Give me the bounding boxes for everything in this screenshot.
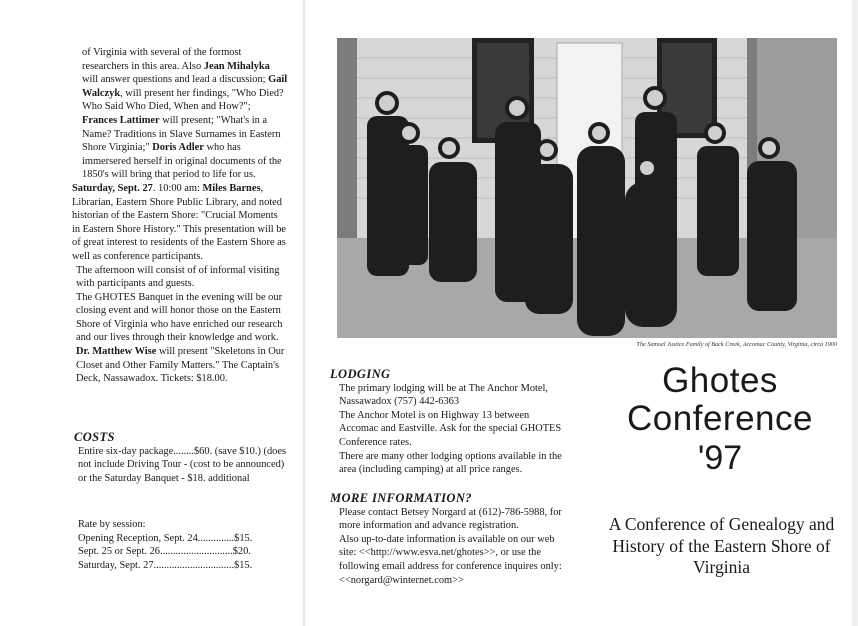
more-info-heading: MORE INFORMATION?: [330, 491, 472, 505]
more-info-section: [330, 492, 570, 587]
costs-heading: COSTS: [74, 430, 115, 444]
saturday-date: Saturday, Sept. 27: [72, 182, 153, 194]
rates-section: [78, 518, 278, 572]
speaker-name: Jean Mihalyka: [203, 60, 270, 72]
speaker-name: Gail Walczyk: [82, 74, 288, 99]
afternoon-paragraph: The afternoon will consist of of informal visiting with participants and guests.: [76, 264, 280, 290]
photo-caption: The Samuel Justice Family of Back Creek, Accomac County, Virginia, circa 1900: [636, 341, 837, 348]
rate-item: Saturday, Sept. 27...............................$15.: [78, 559, 253, 571]
banquet-paragraph: The GHOTES Banquet in the evening will be our closing event and will honor those on the Eastern Shore of Virginia who have enriched our research and our lives through their knowledge and work. Dr. Matthew Wise will present "Skeletons in Our Closet and Other Family Matters." The Captain's Deck, Nassawadox. Tickets: $18.00.: [76, 291, 285, 385]
speaker-name: Doris Adler: [152, 142, 204, 154]
speaker-name: Dr. Matthew Wise: [76, 346, 157, 358]
lodging-line: There are many other lodging options available in the area (including camping) at all price ranges.: [339, 450, 562, 476]
family-photo: [337, 38, 837, 338]
program-text: [72, 46, 288, 386]
conference-title: [600, 362, 840, 478]
rates-heading: Rate by session:: [78, 519, 146, 530]
speaker-name: Miles Barnes: [202, 182, 261, 194]
costs-text: Entire six-day package........$60. (save $10.) (does not include Driving Tour - (cost to be announced) or the Saturday Banquet - $18. additional: [78, 445, 287, 484]
page-edge: [852, 0, 858, 626]
lodging-line: The Anchor Motel is on Highway 13 between Accomac and Eastville. Ask for the special GHOTES Conference rates.: [339, 409, 562, 448]
speaker-name: Frances Lattimer: [82, 114, 160, 126]
lodging-heading: LODGING: [330, 367, 391, 381]
more-info-line: Also up-to-date information is available on our web site: <<http://www.esva.net/ghotes>>, or use the following email address for conference inquires only: <<norgard@winternet.com>>: [339, 533, 562, 586]
rate-item: Opening Reception, Sept. 24..............$15.: [78, 532, 253, 544]
lodging-line: The primary lodging will be at The Anchor Motel, Nassawadox (757) 442-6363: [339, 382, 549, 408]
page-fold: [303, 0, 305, 626]
program-paragraph-1: of Virginia with several of the formost researchers in this area. Also Jean Mihalyka will answer questions and lead a discussion; Gail Walczyk, will present her findings, "Who Died? Who Said Who Died, When and How?"; Frances Lattimer will present; "What's in a Name? Traditions in Slave Surnames in Eastern Shore Virginia;" Doris Adler who has immersered herself in original documents of the 1850's will bring that period to life for us.: [82, 47, 288, 181]
title-year: '97: [697, 439, 743, 477]
costs-section: [74, 431, 288, 485]
more-info-line: Please contact Betsey Norgard at (612)-786-5988, for more information and advance registration.: [339, 506, 562, 532]
saturday-paragraph: Saturday, Sept. 27. 10:00 am: Miles Barnes, Librarian, Eastern Shore Public Library, and noted historian of the Eastern Shore: "Crucial Moments in Eastern Shore History." This presentation will be of great interest to residents of the Eastern Shore as well as conference participants.: [72, 182, 287, 262]
lodging-section: [330, 368, 570, 477]
family-photo-illustration: [337, 38, 837, 338]
title-line-2: Conference: [627, 399, 813, 438]
conference-subtitle: A Conference of Genealogy and History of the Eastern Shore of Virginia: [608, 514, 835, 577]
rate-item: Sept. 25 or Sept. 26............................$20.: [78, 546, 251, 558]
title-line-1: Ghotes: [662, 361, 778, 400]
